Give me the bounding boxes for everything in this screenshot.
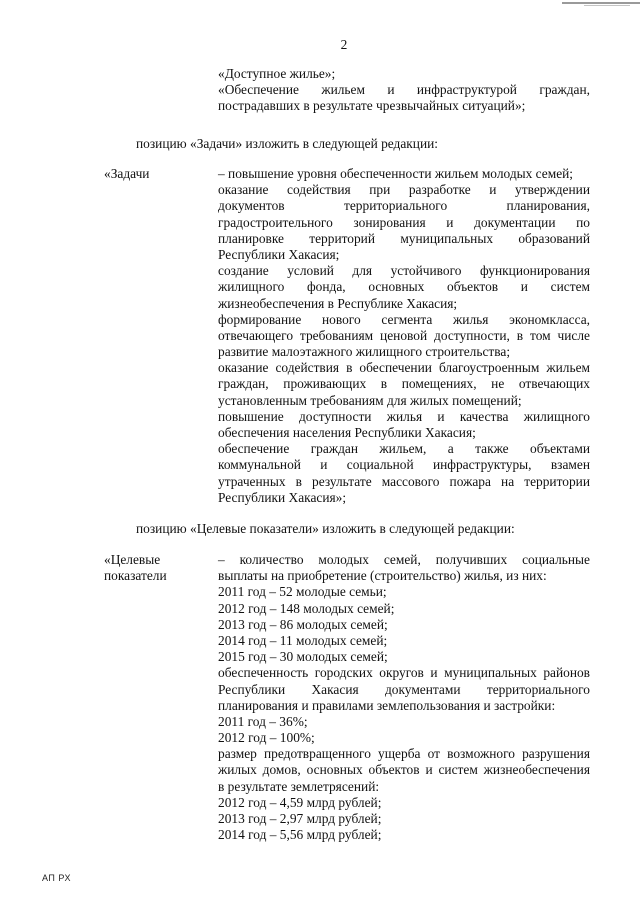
text-line: жилищного фонда, основных объектов и систем <box>218 279 590 295</box>
text-line: обеспечения населения Республики Хакасия; <box>218 425 476 440</box>
text-line: оказание содействия в обеспечении благоустроенным жильем <box>218 360 590 376</box>
footer-mark: АП РХ <box>42 873 71 883</box>
top-edge-scan-mark <box>562 0 640 8</box>
text-line: создание условий для устойчивого функционирования <box>218 263 590 279</box>
text-line: пострадавших в результате чрезвычайных ситуаций»; <box>218 98 526 114</box>
text-line: документов территориального планирования, <box>218 198 590 214</box>
text-line: 2013 год – 2,97 млрд рублей; <box>218 811 382 826</box>
text-line: 2014 год – 5,56 млрд рублей; <box>218 827 382 843</box>
tasks-label: «Задачи <box>104 166 150 181</box>
text-line: граждан, проживающих в помещениях, не отвечающих <box>218 376 590 392</box>
text-line: 2011 год – 36%; <box>218 713 308 729</box>
text-line: градостроительного зонирования и документации по <box>218 214 590 230</box>
text-line: планирования и правилами землепользования и застройки: <box>218 697 556 713</box>
text-line: – повышение уровня обеспеченности жильем молодых семей; <box>218 166 574 181</box>
text-line: 2012 год – 100%; <box>218 730 315 746</box>
text-line: – количество молодых семей, получивших социальные <box>218 552 590 567</box>
text-line: развитие малоэтажного жилищного строительства; <box>218 344 511 360</box>
text-line: «Доступное жилье»; <box>218 66 336 81</box>
text-line: установленным требованиям для жилых помещений; <box>218 392 522 408</box>
text-line: Республики Хакасия; <box>218 246 340 262</box>
text-line: отвечающего требованиям ценовой доступности, в том числе <box>218 327 590 343</box>
text-line: утраченных в результате массового пожара на территории <box>218 473 590 489</box>
page-number: 2 <box>340 37 348 52</box>
targets-intro-paragraph: позицию «Целевые показатели» изложить в следующей редакции: <box>136 521 515 536</box>
text-line: жилых домов, основных объектов и систем жизнеобеспечения <box>218 762 590 778</box>
tasks-content <box>218 166 590 506</box>
targets-content <box>218 552 590 843</box>
text-line: 2015 год – 30 молодых семей; <box>218 649 388 665</box>
text-line: в результате землетрясений: <box>218 778 380 794</box>
text-line: Республики Хакасия»; <box>218 489 347 505</box>
text-line: 2012 год – 148 молодых семей; <box>218 600 395 616</box>
text-line: формирование нового сегмента жилья экономкласса, <box>218 311 590 327</box>
text-line: 2013 год – 86 молодых семей; <box>218 616 388 632</box>
text-line: Республики Хакасия документами территориального <box>218 681 590 697</box>
text-line: жизнеобеспечения в Республике Хакасия; <box>218 295 458 311</box>
text-line: размер предотвращенного ущерба от возможного разрушения <box>218 746 590 762</box>
text-line: обеспечение граждан жильем, а также объектами <box>218 441 590 457</box>
targets-label <box>104 552 167 584</box>
text-line: планировке территорий муниципальных образований <box>218 230 590 246</box>
text-line: оказание содействия при разработке и утверждении <box>218 182 590 198</box>
text-line: обеспеченность городских округов и муниципальных районов <box>218 665 590 681</box>
text-line: 2011 год – 52 молодые семьи; <box>218 584 387 600</box>
text-line: «Обеспечение жильем и инфраструктурой граждан, <box>218 82 590 98</box>
text-line: 2014 год – 11 молодых семей; <box>218 632 388 648</box>
text-line: выплаты на приобретение (строительство) жилья, из них: <box>218 568 547 584</box>
tasks-intro-paragraph: позицию «Задачи» изложить в следующей редакции: <box>136 136 439 151</box>
targets-label-line: показатели <box>104 568 167 584</box>
text-line: 2012 год – 4,59 млрд рублей; <box>218 794 382 810</box>
intro-block <box>218 66 590 115</box>
text-line: повышение доступности жилья и качества жилищного <box>218 408 590 424</box>
text-line: коммунальной и социальной инфраструктуры, взамен <box>218 457 590 473</box>
targets-label-line: «Целевые <box>104 552 161 567</box>
